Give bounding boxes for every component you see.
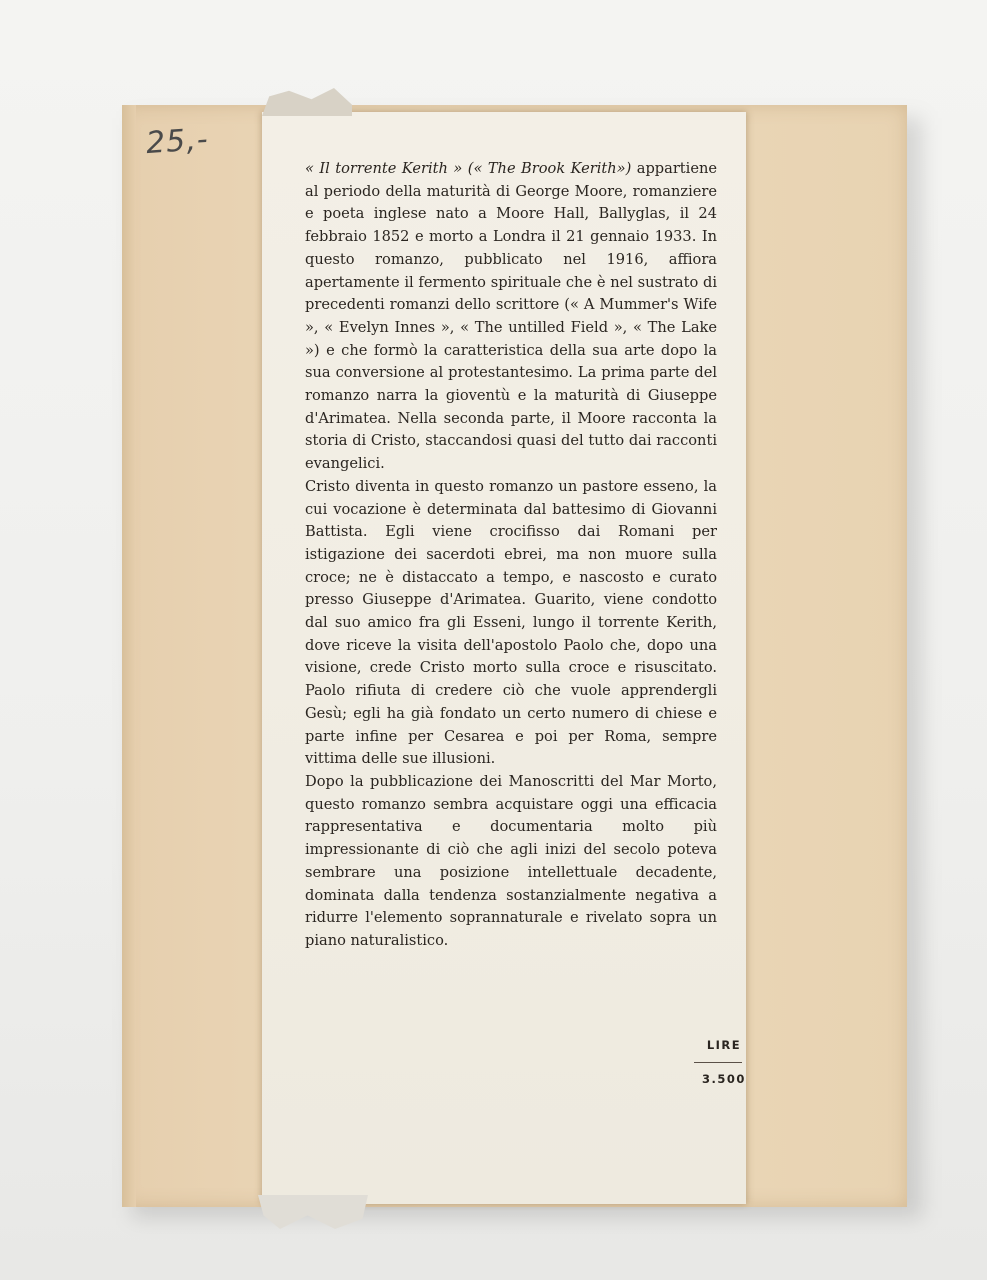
price-value: 3.500	[702, 1072, 746, 1086]
book-spine-edge	[122, 105, 136, 1207]
price-label: LIRE	[706, 1038, 742, 1052]
title-english: (« The Brook Kerith»)	[467, 160, 632, 177]
blurb-paragraph-3: Dopo la pubblicazione dei Manoscritti del Mar Morto, questo romanzo sembra acquistare oggi una efficacia rappresentativa e documentaria molto più impressionante di ciò che agli inizi del secolo poteva sembrare una posizione intellettuale decadente, dominata dalla tendenza sostanzialmente negativa a ridurre l'elemento soprannaturale e rivelato sopra un piano naturalistico.	[305, 772, 717, 949]
torn-jacket-bottom	[258, 1195, 368, 1229]
blurb-paragraph-1	[305, 158, 717, 476]
handwritten-price: 25,-	[144, 121, 210, 162]
torn-jacket-top	[262, 88, 352, 116]
blurb-paragraph-1-body: appartiene al periodo della maturità di George Moore, romanziere e poeta inglese nato a Moore Hall, Ballyglas, il 24 febbraio 1852 e morto a Londra il 21 gennaio 1933. In questo romanzo, pubblicato nel 1916, affiora apertamente il fermento spirituale che è nel sustrato di precedenti romanzi dello scrittore (« A Mummer's Wife », « Evelyn Innes », « The untilled Field », « The Lake ») e che formò la caratteristica della sua arte dopo la sua conversione al protestantesimo. La prima parte del romanzo narra la gioventù e la maturità di Giuseppe d'Arimatea. Nella seconda parte, il Moore racconta la storia di Cristo, staccandosi quasi del tutto dai racconti evangelici.	[305, 160, 718, 473]
title-italian: « Il torrente Kerith »	[305, 160, 463, 177]
blurb-paragraph-2: Cristo diventa in questo romanzo un pastore esseno, la cui vocazione è determinata dal battesimo di Giovanni Battista. Egli viene crocifisso dai Romani per istigazione dei sacerdoti ebrei, ma non muore sulla croce; ne è distaccato a tempo, e nascosto e curato presso Giuseppe d'Arimatea. Guarito, viene condotto dal suo amico fra gli Esseni, lungo il torrente Kerith, dove riceve la visita dell'apostolo Paolo che, dopo una visione, crede Cristo morto sulla croce e risuscitato. Paolo rifiuta di credere ciò che vuole apprendergli Gesù; egli ha già fondato un certo numero di chiese e parte infine per Cesarea e poi per Roma, sempre vittima delle sue illusioni.	[305, 477, 717, 768]
blurb-text	[305, 158, 717, 953]
price-divider	[694, 1062, 742, 1063]
